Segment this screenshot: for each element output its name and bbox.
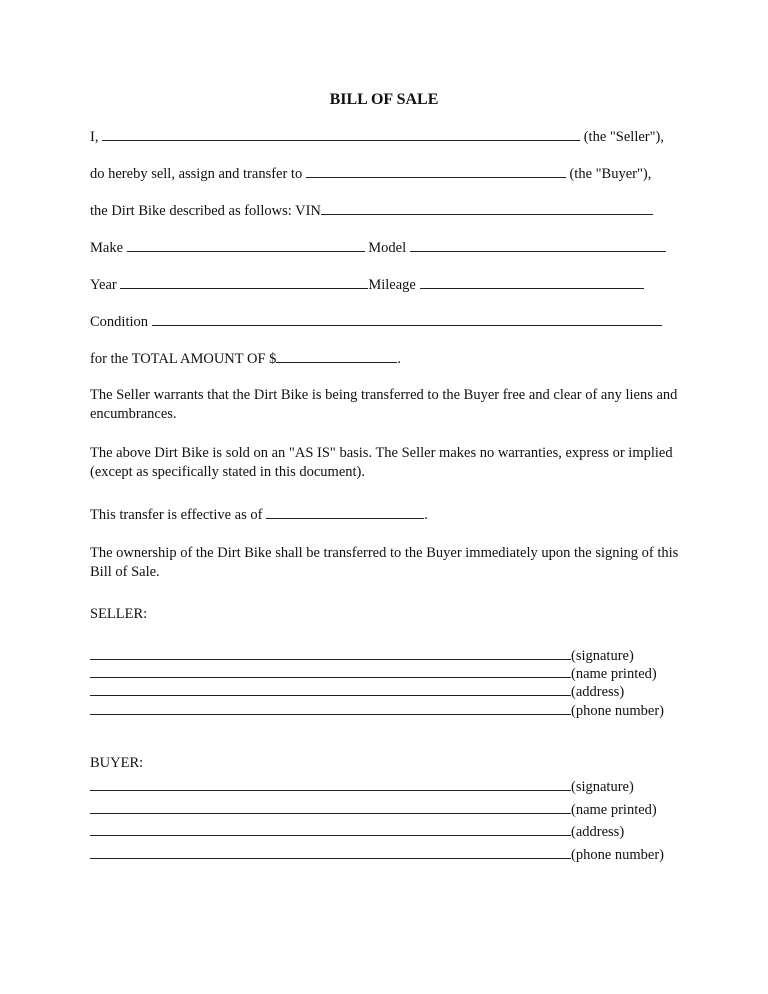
- buyer-address-label: (address): [571, 824, 625, 840]
- model-label: Model: [368, 240, 407, 256]
- seller-signature-row: [90, 646, 634, 665]
- buyer-signature-label: (signature): [571, 779, 634, 795]
- warranty-paragraph: The Seller warrants that the Dirt Bike is being transferred to the Buyer free and clear of any liens and encumbrances.: [90, 387, 678, 422]
- seller-signature-field[interactable]: [90, 646, 571, 660]
- make-field[interactable]: [127, 238, 365, 252]
- buyer-name-printed-field[interactable]: [90, 800, 571, 814]
- total-amount-suffix: .: [397, 351, 402, 367]
- model-field[interactable]: [410, 238, 666, 252]
- buyer-name-field[interactable]: [306, 164, 566, 178]
- seller-name-printed-row: [90, 664, 657, 683]
- effective-date-line: [90, 505, 428, 524]
- seller-name-line: [90, 127, 664, 146]
- buyer-prefix: do hereby sell, assign and transfer to: [90, 166, 303, 182]
- buyer-address-row: [90, 822, 624, 841]
- seller-name-printed-field[interactable]: [90, 664, 571, 678]
- year-label: Year: [90, 277, 117, 293]
- vin-line: [90, 201, 653, 220]
- document-title: BILL OF SALE: [329, 91, 439, 108]
- seller-heading: SELLER:: [90, 606, 148, 622]
- buyer-name-printed-label: (name printed): [571, 802, 657, 818]
- year-mileage-line: [90, 275, 644, 294]
- make-label: Make: [90, 240, 124, 256]
- buyer-signature-row: [90, 777, 634, 796]
- condition-line: [90, 312, 662, 331]
- effective-date-field[interactable]: [266, 505, 424, 519]
- make-model-line: [90, 238, 666, 257]
- mileage-field[interactable]: [420, 275, 644, 289]
- total-amount-label: for the TOTAL AMOUNT OF $: [90, 351, 277, 367]
- effective-date-suffix: .: [424, 507, 428, 523]
- buyer-signature-field[interactable]: [90, 777, 571, 791]
- vin-label: the Dirt Bike described as follows: VIN: [90, 203, 321, 219]
- seller-name-field[interactable]: [102, 127, 580, 141]
- mileage-label: Mileage: [368, 277, 416, 293]
- ownership-paragraph: The ownership of the Dirt Bike shall be transferred to the Buyer immediately upon the signing of this Bill of Sale.: [90, 545, 679, 580]
- buyer-suffix: (the "Buyer"),: [569, 166, 652, 182]
- seller-address-row: [90, 682, 624, 701]
- seller-phone-label: (phone number): [571, 703, 665, 719]
- buyer-phone-field[interactable]: [90, 845, 571, 859]
- buyer-name-line: [90, 164, 651, 183]
- effective-date-label: This transfer is effective as of: [90, 507, 263, 523]
- buyer-heading: BUYER:: [90, 755, 144, 771]
- seller-phone-field[interactable]: [90, 701, 571, 715]
- seller-signature-label: (signature): [571, 648, 634, 664]
- seller-address-field[interactable]: [90, 682, 571, 696]
- condition-label: Condition: [90, 314, 149, 330]
- total-amount-field[interactable]: [276, 349, 397, 363]
- condition-field[interactable]: [152, 312, 662, 326]
- as-is-paragraph: The above Dirt Bike is sold on an "AS IS" basis. The Seller makes no warranties, express or implied (except as specifically stated in this document).: [90, 445, 673, 480]
- seller-name-printed-label: (name printed): [571, 666, 657, 682]
- vin-field[interactable]: [321, 201, 653, 215]
- buyer-phone-row: [90, 845, 664, 864]
- buyer-name-printed-row: [90, 800, 657, 819]
- seller-phone-row: [90, 701, 664, 720]
- buyer-address-field[interactable]: [90, 822, 571, 836]
- year-field[interactable]: [120, 275, 368, 289]
- buyer-phone-label: (phone number): [571, 847, 665, 863]
- seller-address-label: (address): [571, 684, 625, 700]
- seller-suffix: (the "Seller"),: [583, 129, 664, 145]
- total-amount-line: [90, 349, 401, 368]
- seller-prefix: I,: [90, 129, 99, 145]
